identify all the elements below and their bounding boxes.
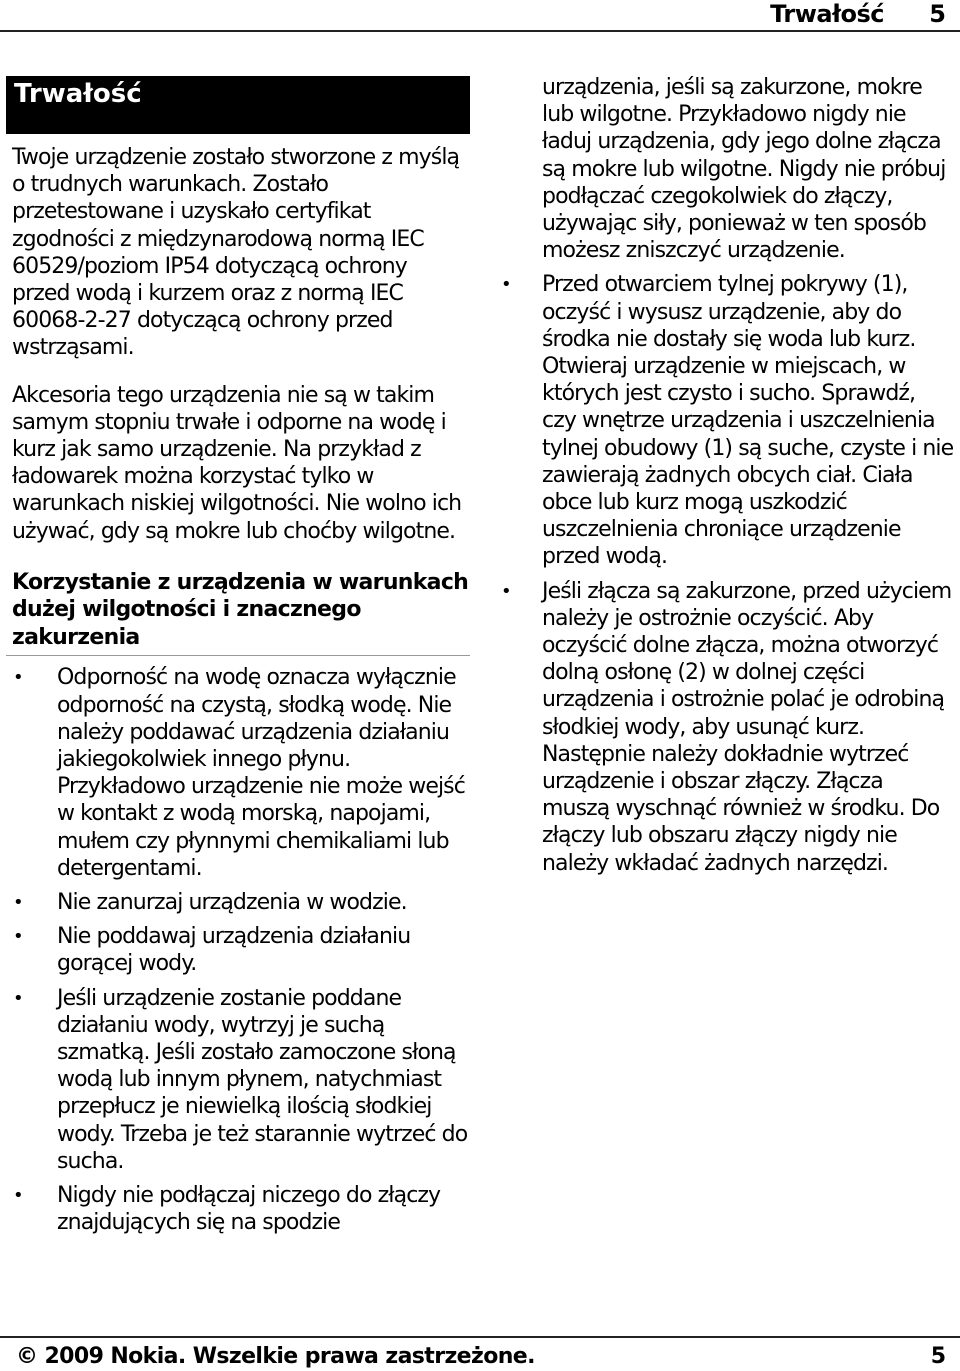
bullet-icon: • [13,891,23,913]
bullet-icon: • [13,1185,23,1206]
footer-page-number: 5 [930,1344,946,1369]
list-item [6,923,470,977]
accessories-paragraph: Akcesoria tego urządzenia nie są w takim samym stopniu trwałe i odporne na wodę i kurz jak samo urządzenie. Na przykład z ładowarek można korzystać tylko w warunkach niskiej wilgotności. Nie wolno ich używać, gdy są mokre lub choćby wilgotne. [12,382,462,544]
footer-copyright: © 2009 Nokia. Wszelkie prawa zastrzeżone. [16,1344,535,1369]
header-title: Trwałość [770,0,884,28]
list-item [494,578,954,877]
bullet-icon: • [13,926,23,948]
list-item-text: Nie poddawaj urządzenia działaniu gorącej wody. [57,924,411,977]
subsection-title: Korzystanie z urządzenia w warunkach dużej wilgotności i znacznego zakurzenia [6,569,470,657]
footer-divider [0,1336,960,1338]
list-item [6,664,470,882]
list-item [6,985,470,1175]
right-column [494,74,954,877]
bullet-icon: • [13,667,23,689]
list-item-text: Nie zanurzaj urządzenia w wodzie. [57,889,407,915]
section-title: Trwałość [6,76,470,134]
intro-paragraph: Twoje urządzenie zostało stworzone z myślą o trudnych warunkach. Zostało przetestowane i uzyskało certyfikat zgodności z międzynarodową normą IEC 60529/poziom IP54 dotyczącą ochrony przed wodą i kurzem oraz z normą IEC 60068-2-27 dotyczącą ochrony przed wstrząsami. [12,145,460,361]
header-page-number: 5 [929,0,946,28]
list-item [6,889,470,916]
bullet-continuation-text: urządzenia, jeśli są zakurzone, mokre lub wilgotne. Przykładowo nigdy nie ładuj urządzenia, gdy jego dolne złącza są mokre lub wilgotne. Nigdy nie próbuj podłączać czegokolwiek do złączy, używając siły, ponieważ w ten sposób możesz zniszczyć urządzenie. [542,75,946,264]
bullet-icon: • [501,274,511,296]
list-item-text: Jeśli złącza są zakurzone, przed użyciem należy je ostrożnie oczyścić. Aby oczyścić dolne złącza, można otworzyć dolną osłonę (2) w dolnej części urządzenia i ostrożnie polać je odrobiną słodkiej wody, aby usunąć kurz. Następnie należy dokładnie wytrzeć urządzenie i obszar złączy. Złącza muszą wyschnąć również w środku. Do złączy lub obszaru złączy nigdy nie należy wkładać żadnych narzędzi. [542,578,952,876]
list-item-text: Odporność na wodę oznacza wyłącznie odporność na czystą, słodką wodę. Nie należy poddawać urządzenia działaniu jakiegokolwiek innego płynu. Przykładowo urządzenie nie może wejść w kontakt z wodą morską, napojami, mułem czy płynnymi chemikaliami lub detergentami. [57,665,465,881]
header-divider [0,30,960,32]
left-bullet-list [6,664,470,1236]
list-item [494,271,954,570]
bullet-icon: • [501,580,511,602]
list-item-text: Nigdy nie podłączaj niczego do złączy znajdujących się na spodzie [57,1183,441,1236]
list-item-text: Przed otwarciem tylnej pokrywy (1), oczyść i wysusz urządzenie, aby do środka nie dostały się woda lub kurz. Otwieraj urządzenie w miejscach, w których jest czysto i sucho. Sprawdź, czy wnętrze urządzenia i uszczelnienia tylnej obudowy (1) są suche, czyste i nie zawierają żadnych obcych ciał. Ciała obce lub kurz mogą uszkodzić uszczelnienia chroniące urządzenie przed wodą. [542,272,954,570]
list-item [6,1182,470,1236]
bullet-icon: • [13,987,23,1009]
right-bullet-list [494,271,954,876]
list-item-text: Jeśli urządzenie zostanie poddane działaniu wody, wytrzyj je suchą szmatką. Jeśli zostało zamoczone słoną wodą lub innym płynem, natychmiast przepłucz je niewielką ilością słodkiej wody. Trzeba je też starannie wytrzeć do sucha. [57,985,468,1174]
left-column [6,76,470,1236]
